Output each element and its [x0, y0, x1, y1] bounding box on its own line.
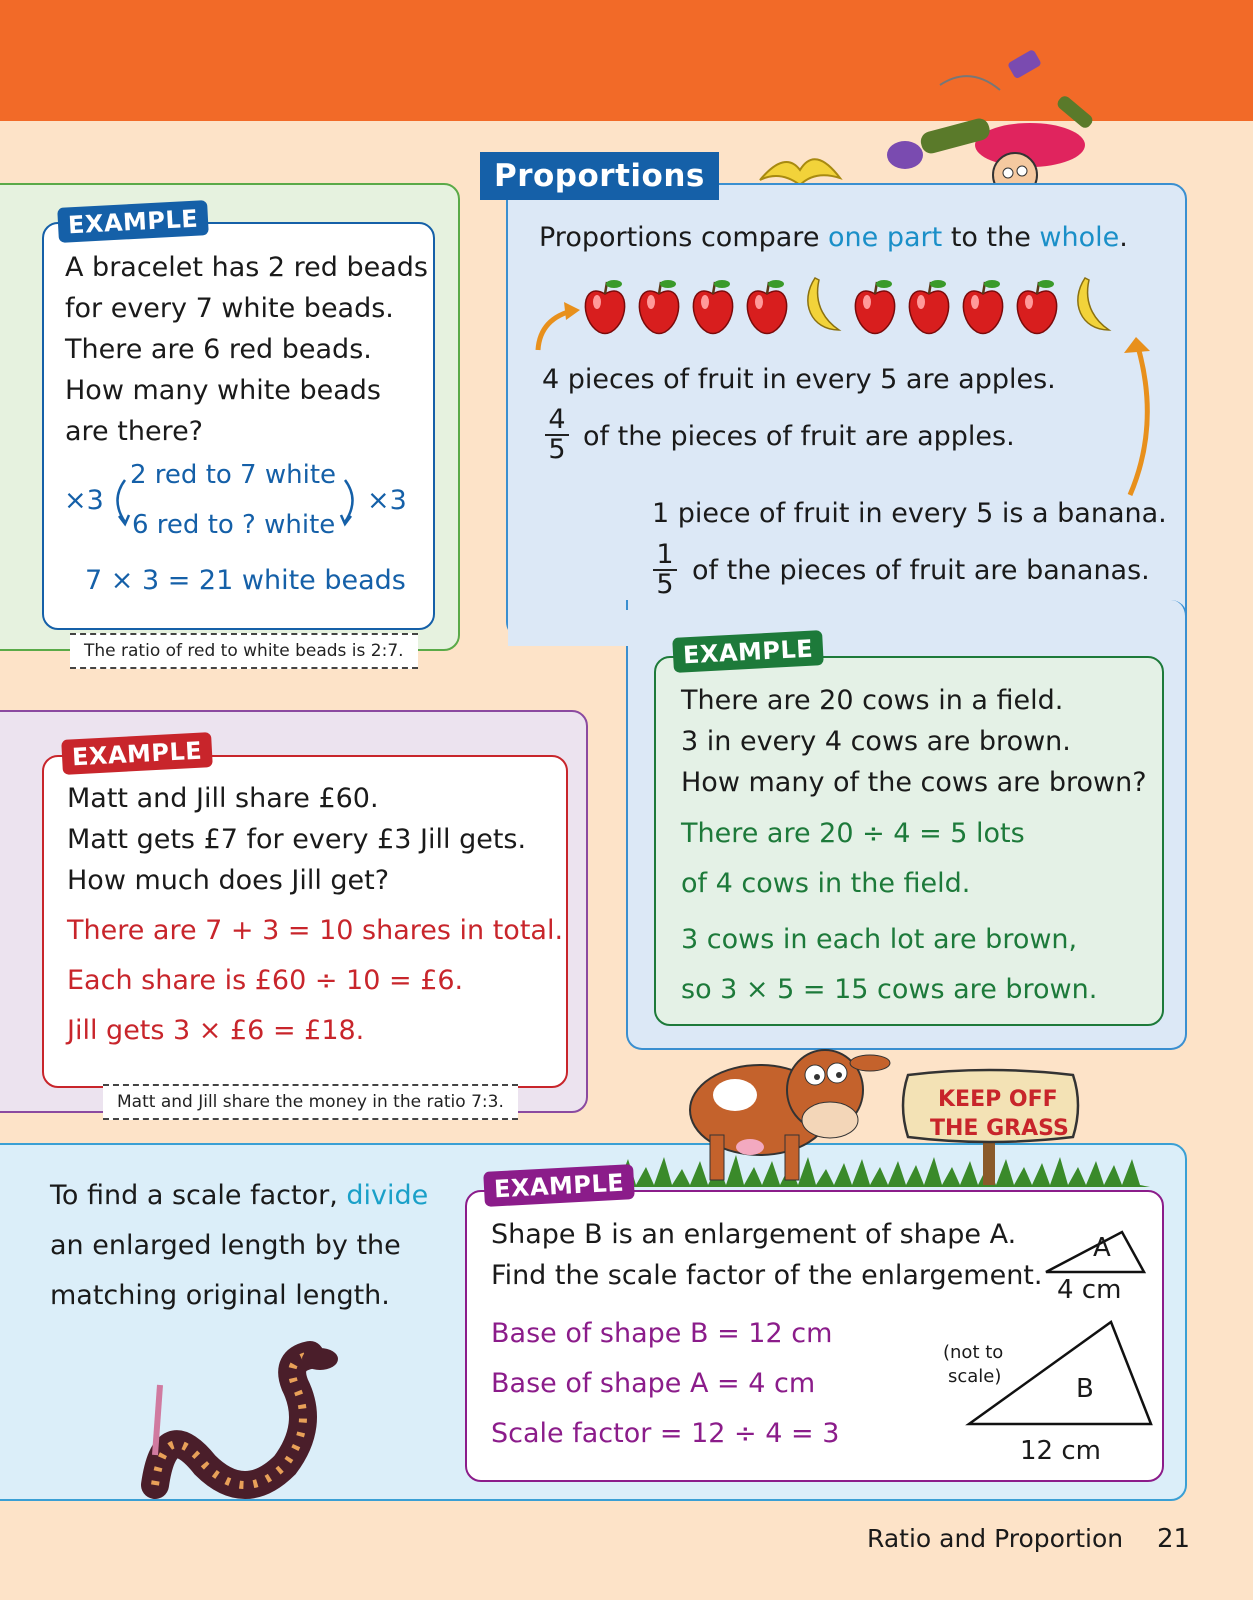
banana-icon	[1078, 278, 1109, 330]
intro-end: .	[1119, 222, 1128, 253]
shapes-example-tag: EXAMPLE	[483, 1164, 635, 1207]
shapes-question-1: Shape B is an enlargement of shape A.	[491, 1219, 1017, 1250]
sign-line-2: THE GRASS	[930, 1116, 1069, 1141]
apple-icon	[693, 280, 732, 334]
not-to-scale-note-1: (not to	[943, 1342, 1004, 1363]
cows-question-3: How many of the cows are brown?	[681, 767, 1147, 798]
triangle-a-label: A	[1093, 1233, 1111, 1263]
triangle-b-label: B	[1076, 1374, 1094, 1404]
money-caption: Matt and Jill share the money in the ratio 7:3.	[103, 1084, 518, 1120]
apples-denominator: 5	[548, 434, 566, 465]
cows-answer-2: of 4 cows in the field.	[681, 868, 971, 899]
snake-illustration	[135, 1345, 355, 1495]
money-question-3: How much does Jill get?	[67, 865, 390, 896]
cows-answer-3: 3 cows in each lot are brown,	[681, 924, 1078, 955]
beads-question-2: for every 7 white beads.	[65, 293, 394, 324]
apples-fraction	[544, 406, 570, 464]
money-question-2: Matt gets £7 for every £3 Jill gets.	[67, 824, 527, 855]
apple-icon	[585, 280, 624, 334]
cows-question-1: There are 20 cows in a field.	[681, 685, 1064, 716]
scale-rule-3: matching original length.	[50, 1280, 390, 1311]
money-answer-1: There are 7 + 3 = 10 shares in total.	[67, 915, 564, 946]
shapes-answer-1: Base of shape B = 12 cm	[491, 1318, 833, 1349]
beads-caption: The ratio of red to white beads is 2:7.	[70, 633, 418, 669]
cows-question-2: 3 in every 4 cows are brown.	[681, 726, 1071, 757]
intro-prefix: Proportions compare	[539, 222, 820, 253]
scale-rule-1-prefix: To find a scale factor,	[50, 1180, 338, 1211]
beads-answer: 7 × 3 = 21 white beads	[85, 565, 406, 596]
fruit-arrow-right-icon	[1110, 335, 1170, 505]
banana-numerator: 1	[656, 539, 674, 570]
banana-fraction	[652, 541, 678, 599]
triangle-b-base: 12 cm	[1020, 1436, 1101, 1466]
money-answer-3: Jill gets 3 × £6 = £18.	[67, 1015, 365, 1046]
cows-answer-4: so 3 × 5 = 15 cows are brown.	[681, 974, 1098, 1005]
apple-icon	[747, 280, 786, 334]
shapes-answer-3: Scale factor = 12 ÷ 4 = 3	[491, 1418, 840, 1449]
apple-icon	[639, 280, 678, 334]
scale-rule-2: an enlarged length by the	[50, 1230, 401, 1261]
cow-illustration	[690, 1035, 890, 1185]
not-to-scale-note-2: scale)	[948, 1366, 1002, 1387]
beads-multiplier-right: ×3	[367, 485, 407, 516]
proportions-intro	[539, 222, 1128, 253]
cows-example-tag: EXAMPLE	[672, 630, 824, 673]
intro-mid: to the	[950, 222, 1031, 253]
apples-numerator: 4	[548, 404, 566, 435]
sign-line-1: KEEP OFF	[938, 1087, 1058, 1112]
beads-example-tag: EXAMPLE	[57, 200, 209, 243]
apple-icon	[963, 280, 1002, 334]
banana-icon	[808, 278, 839, 330]
money-example-tag: EXAMPLE	[61, 732, 213, 775]
intro-whole: whole	[1039, 222, 1120, 253]
cows-answer-1: There are 20 ÷ 4 = 5 lots	[681, 818, 1025, 849]
apple-icon	[855, 280, 894, 334]
beads-ratio-row-2: 6 red to ? white	[132, 510, 336, 540]
beads-question-4: How many white beads	[65, 375, 381, 406]
beads-question-5: are there?	[65, 416, 204, 447]
money-answer-2: Each share is £60 ÷ 10 = £6.	[67, 965, 464, 996]
shapes-question-2: Find the scale factor of the enlargement.	[491, 1260, 1043, 1291]
beads-question-3: There are 6 red beads.	[65, 334, 372, 365]
apples-fraction-text: of the pieces of fruit are apples.	[583, 421, 1015, 452]
banana-denominator: 5	[656, 569, 674, 600]
beads-ratio-row-1: 2 red to 7 white	[130, 460, 337, 490]
banana-fraction-text: of the pieces of fruit are bananas.	[692, 555, 1150, 586]
footer-page-number: 21	[1157, 1524, 1191, 1554]
shapes-answer-2: Base of shape A = 4 cm	[491, 1368, 816, 1399]
beads-arrows	[105, 470, 365, 540]
proportions-panel-mask	[508, 610, 648, 646]
apple-icon	[1017, 280, 1056, 334]
proportions-title: Proportions	[480, 152, 719, 200]
footer-section: Ratio and Proportion	[867, 1524, 1124, 1553]
intro-one-part: one part	[828, 222, 943, 253]
banana-line: 1 piece of fruit in every 5 is a banana.	[652, 498, 1167, 529]
scale-rule-divide: divide	[346, 1180, 429, 1211]
beads-question-1: A bracelet has 2 red beads	[65, 252, 428, 283]
fruit-arrow-left-icon	[530, 300, 590, 360]
scale-rule-1	[50, 1180, 428, 1211]
beads-multiplier-left: ×3	[64, 485, 104, 516]
falling-boy-illustration	[880, 45, 1120, 205]
triangle-a-base: 4 cm	[1057, 1275, 1122, 1305]
apples-line: 4 pieces of fruit in every 5 are apples.	[542, 364, 1056, 395]
fruit-row	[580, 272, 1140, 342]
money-question-1: Matt and Jill share £60.	[67, 783, 379, 814]
apple-icon	[909, 280, 948, 334]
